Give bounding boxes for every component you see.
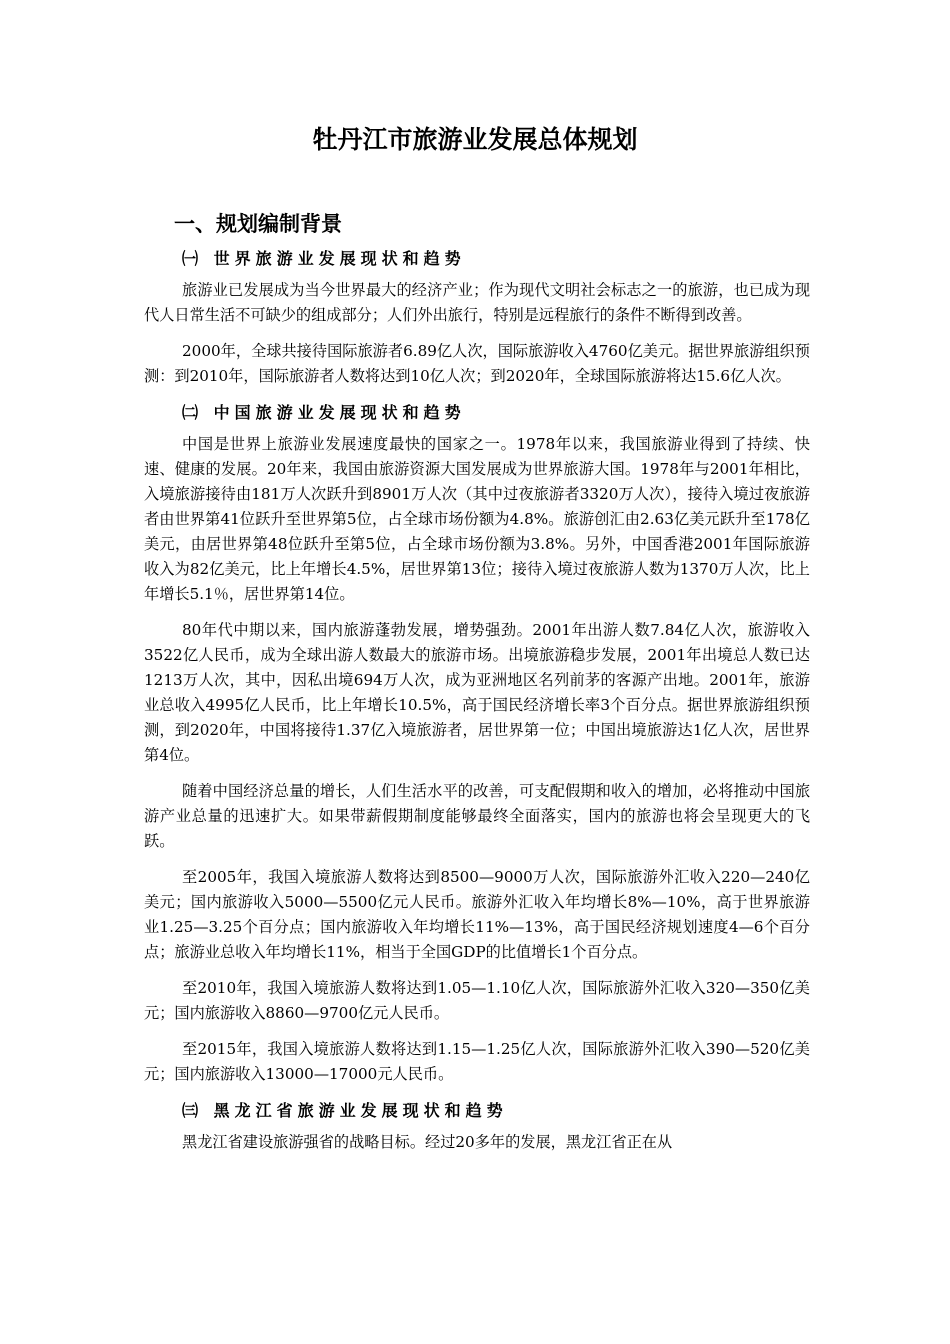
paragraph: 2000年，全球共接待国际旅游者6.89亿人次，国际旅游收入4760亿美元。据世界旅游组织预测：到2010年，国际旅游者人数将达到10亿人次；到2020年，全球国际旅游将达15.6亿人次。 <box>144 342 810 385</box>
paragraph: 黑龙江省建设旅游强省的战略目标。经过20多年的发展，黑龙江省正在从 <box>182 1133 673 1151</box>
paragraph: 中国是世界上旅游业发展速度最快的国家之一。1978年以来，我国旅游业得到了持续、快速、健康的发展。20年来，我国由旅游资源大国发展成为世界旅游大国。1978年与2001年相比，入境旅游接待由181万人次跃升到8901万人次（其中过夜旅游者3320万人次），接待入境过夜旅游者由世界第41位跃升至世界第5位，占全球市场份额为4.8%。旅游创汇由2.63亿美元跃升至178亿美元，由居世界第48位跃升至第5位，占全球市场份额为3.8%。另外，中国香港2001年国际旅游收入为82亿美元，比上年增长4.5%，居世界第13位；接待入境过夜旅游人数为1370万人次，比上年增长5.1％，居世界第14位。 <box>144 435 810 603</box>
document-body <box>144 196 810 1166</box>
subsection-heading-heilongjiang-tourism: ㈢ 黑龙江省旅游业发展现状和趋势 <box>182 1101 508 1120</box>
document-title: 牡丹江市旅游业发展总体规划 <box>312 125 638 154</box>
paragraph: 至2015年，我国入境旅游人数将达到1.15—1.25亿人次，国际旅游外汇收入390—520亿美元；国内旅游收入13000—17000元人民币。 <box>144 1040 810 1083</box>
subsection-heading-china-tourism: ㈡ 中国旅游业发展现状和趋势 <box>182 403 466 422</box>
paragraph: 80年代中期以来，国内旅游蓬勃发展，增势强劲。2001年出游人数7.84亿人次，旅游收入3522亿人民币，成为全球出游人数最大的旅游市场。出境旅游稳步发展，2001年出境总人数已达1213万人次，其中，因私出境694万人次，成为亚洲地区名列前茅的客源产出地。2001年，旅游业总收入4995亿人民币，比上年增长10.5%，高于国民经济增长率3个百分点。据世界旅游组织预测，到2020年，中国将接待1.37亿入境旅游者，居世界第一位；中国出境旅游达1亿人次，居世界第4位。 <box>144 621 810 764</box>
paragraph: 至2005年，我国入境旅游人数将达到8500—9000万人次，国际旅游外汇收入220—240亿美元；国内旅游收入5000—5500亿元人民币。旅游外汇收入年均增长8%—10%，高于世界旅游业1.25—3.25个百分点；国内旅游收入年均增长11%—13%，高于国民经济规划速度4—6个百分点；旅游业总收入年均增长11%，相当于全国GDP的比值增长1个百分点。 <box>144 868 810 961</box>
paragraph: 旅游业已发展成为当今世界最大的经济产业；作为现代文明社会标志之一的旅游，也已成为现代人日常生活不可缺少的组成部分；人们外出旅行，特别是远程旅行的条件不断得到改善。 <box>144 281 810 324</box>
section-heading-background: 一、规划编制背景 <box>174 212 342 236</box>
subsection-heading-world-tourism: ㈠ 世界旅游业发展现状和趋势 <box>182 249 466 268</box>
paragraph: 随着中国经济总量的增长，人们生活水平的改善，可支配假期和收入的增加，必将推动中国旅游产业总量的迅速扩大。如果带薪假期制度能够最终全面落实，国内的旅游也将会呈现更大的飞跃。 <box>144 782 810 850</box>
paragraph: 至2010年，我国入境旅游人数将达到1.05—1.10亿人次，国际旅游外汇收入320—350亿美元；国内旅游收入8860—9700亿元人民币。 <box>144 979 810 1022</box>
